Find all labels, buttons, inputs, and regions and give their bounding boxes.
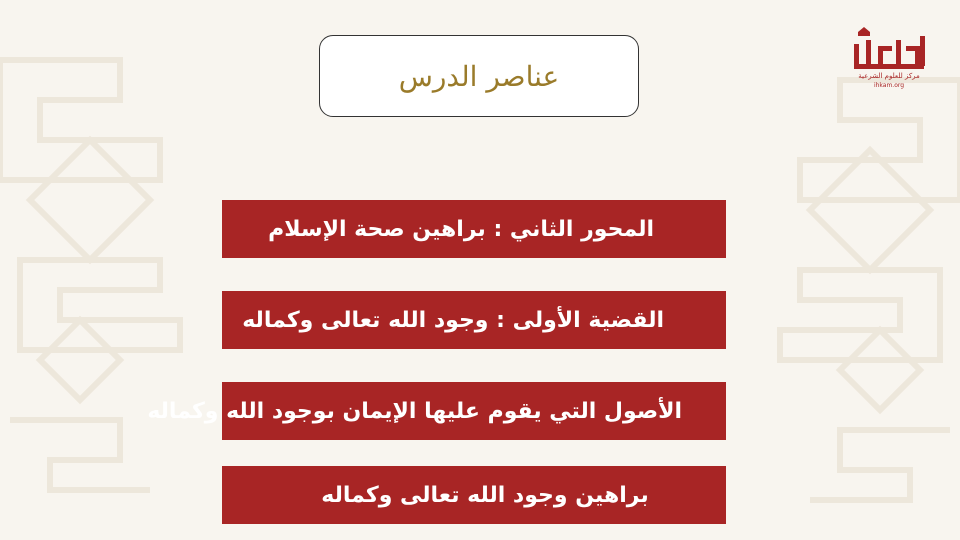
title-box <box>319 35 639 117</box>
content-bar-text: الأصول التي يقوم عليها الإيمان بوجود الله وكماله <box>147 398 682 424</box>
content-bar-4 <box>222 466 726 524</box>
slide-title: عناصر الدرس <box>398 59 560 93</box>
content-bar-text: براهين وجود الله تعالى وكماله <box>321 482 649 508</box>
logo-tagline: ihkam.org <box>873 82 905 89</box>
content-bar-3 <box>147 382 726 440</box>
background-pattern-left <box>0 0 200 540</box>
content-bar-text: المحور الثاني : براهين صحة الإسلام <box>268 216 654 242</box>
content-bar-2 <box>222 291 726 349</box>
logo <box>848 26 930 94</box>
logo-subtitle: مركز للعلوم الشرعية <box>858 72 920 80</box>
content-bar-text: القضية الأولى : وجود الله تعالى وكماله <box>242 307 664 333</box>
logo-mark <box>848 26 930 72</box>
content-bar-1 <box>222 200 726 258</box>
